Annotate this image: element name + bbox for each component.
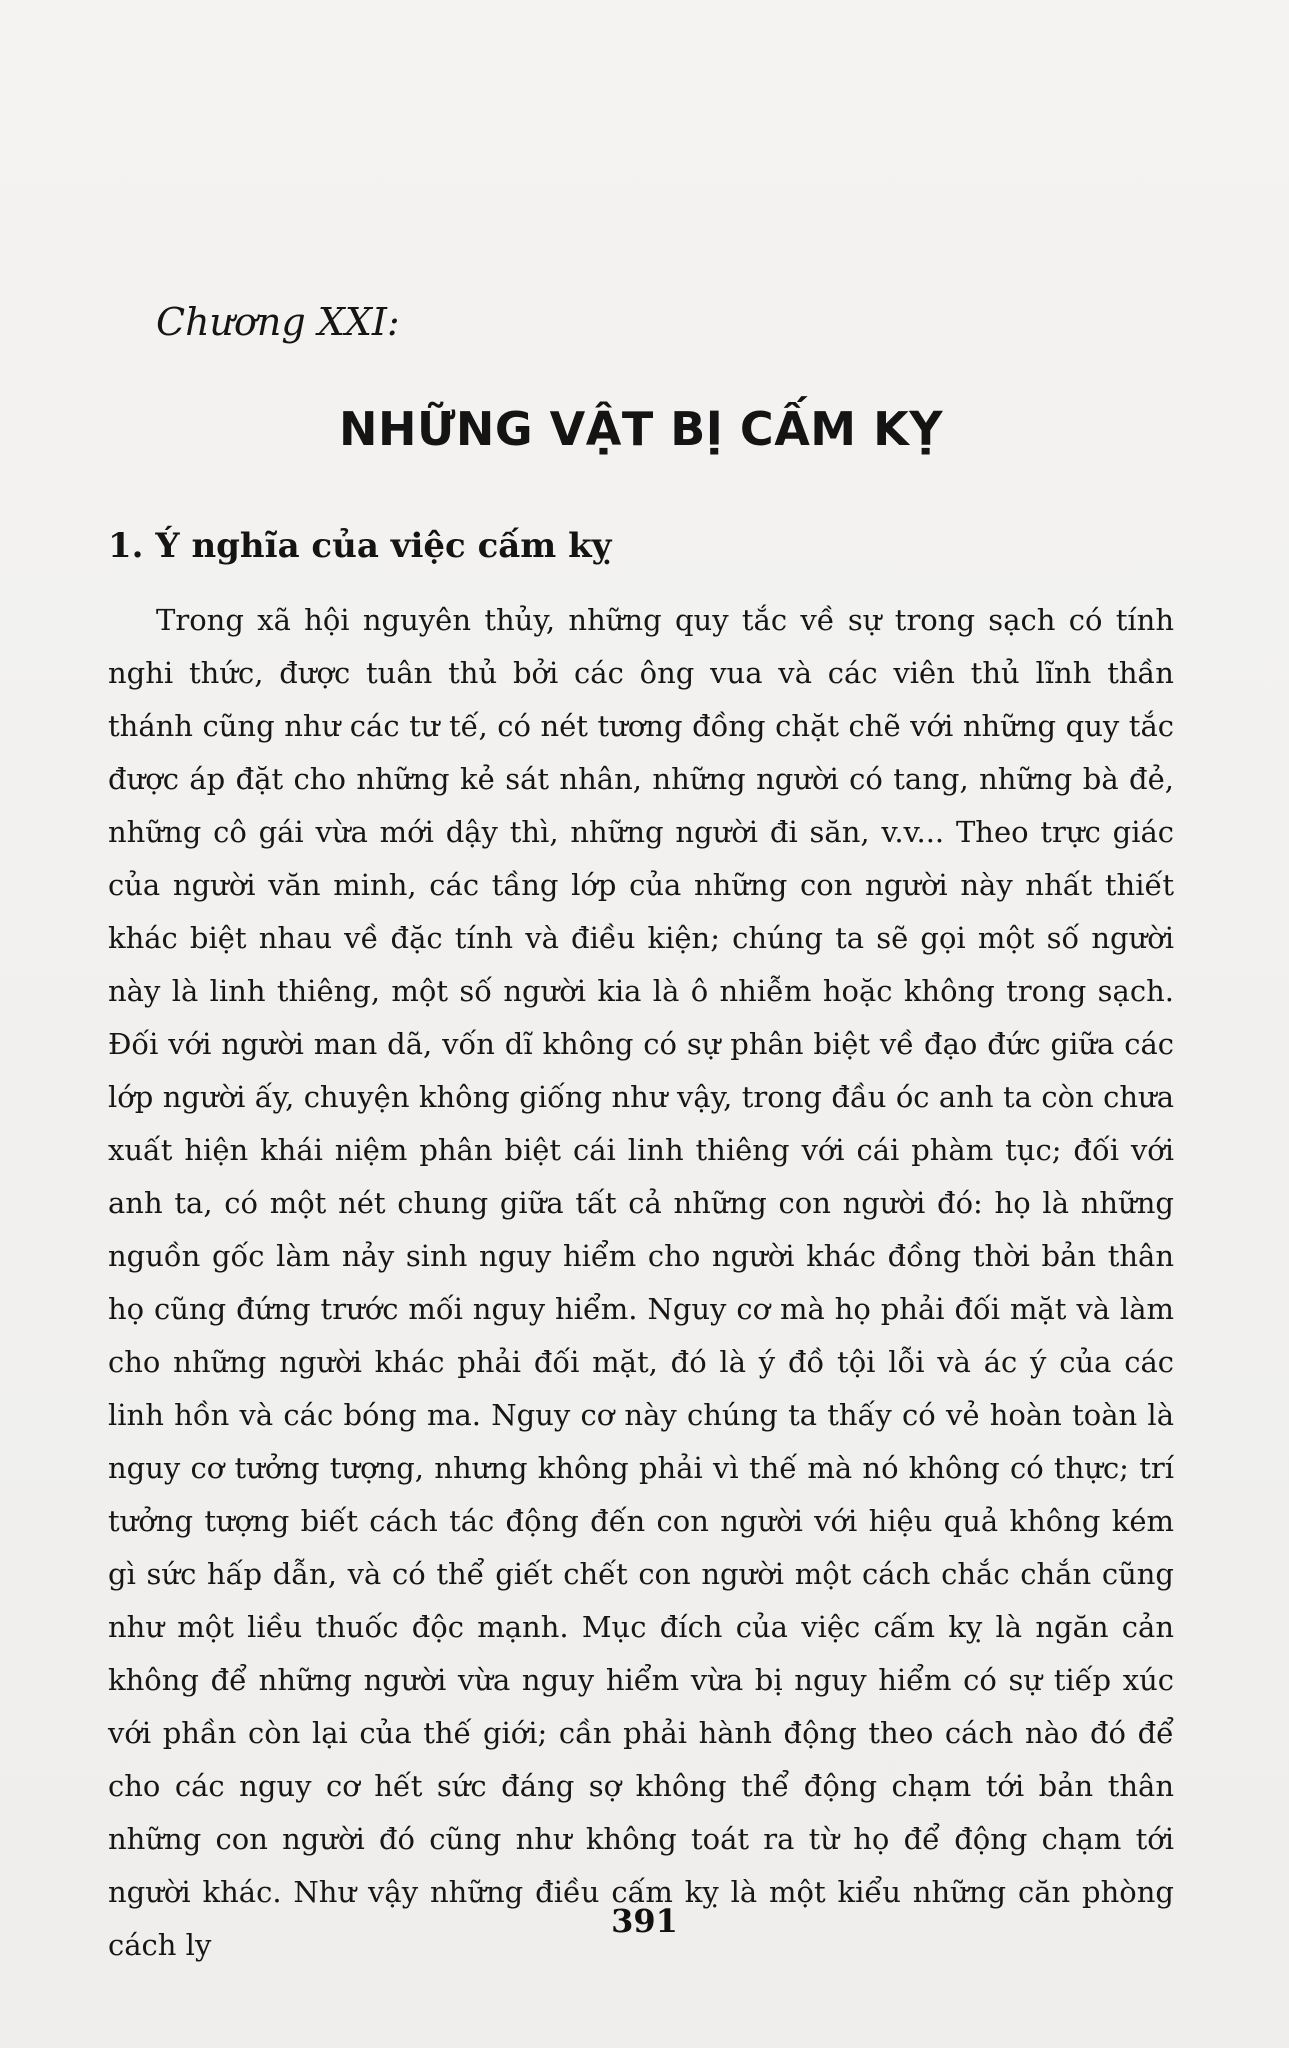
section-heading: 1. Ý nghĩa của việc cấm kỵ [108,526,612,566]
page-number: 391 [611,1902,678,1940]
chapter-title: NHỮNG VẬT BỊ CẤM KỴ [338,402,944,456]
page-content [108,300,1174,1972]
body-paragraph: Trong xã hội nguyên thủy, những quy tắc về sự trong sạch có tính nghi thức, được tuân thủ bởi các ông vua và các viên thủ lĩnh thần thánh cũng như các tư tế, có nét tương đồng chặt chẽ với những quy tắc được áp đặt cho những kẻ sát nhân, những người có tang, những bà đẻ, những cô gái vừa mới dậy thì, những người đi săn, v.v... Theo trực giác của người văn minh, các tầng lớp của những con người này nhất thiết khác biệt nhau về đặc tính và điều kiện; chúng ta sẽ gọi một số người này là linh thiêng, một số người kia là ô nhiễm hoặc không trong sạch. Đối với người man dã, vốn dĩ không có sự phân biệt về đạo đức giữa các lớp người ấy, chuyện không giống như vậy, trong đầu óc anh ta còn chưa xuất hiện khái niệm phân biệt cái linh thiêng với cái phàm tục; đối với anh ta, có một nét chung giữa tất cả những con người đó: họ là những nguồn gốc làm nảy sinh nguy hiểm cho người khác đồng thời bản thân họ cũng đứng trước mối nguy hiểm. Nguy cơ mà họ phải đối mặt và làm cho những người khác phải đối mặt, đó là ý đồ tội lỗi và ác ý của các linh hồn và các bóng ma. Nguy cơ này chúng ta thấy có vẻ hoàn toàn là nguy cơ tưởng tượng, nhưng không phải vì thế mà nó không có thực; trí tưởng tượng biết cách tác động đến con người với hiệu quả không kém gì sức hấp dẫn, và có thể giết chết con người một cách chắc chắn cũng như một liều thuốc độc mạnh. Mục đích của việc cấm kỵ là ngăn cản không để những người vừa nguy hiểm vừa bị nguy hiểm có sự tiếp xúc với phần còn lại của thế giới; cần phải hành động theo cách nào đó để cho các nguy cơ hết sức đáng sợ không thể động chạm tới bản thân những con người đó cũng như không toát ra từ họ để động chạm tới người khác. Như vậy những điều cấm kỵ là một kiểu những căn phòng cách ly [108,603,1174,1962]
chapter-label: Chương XXI: [156,300,400,344]
